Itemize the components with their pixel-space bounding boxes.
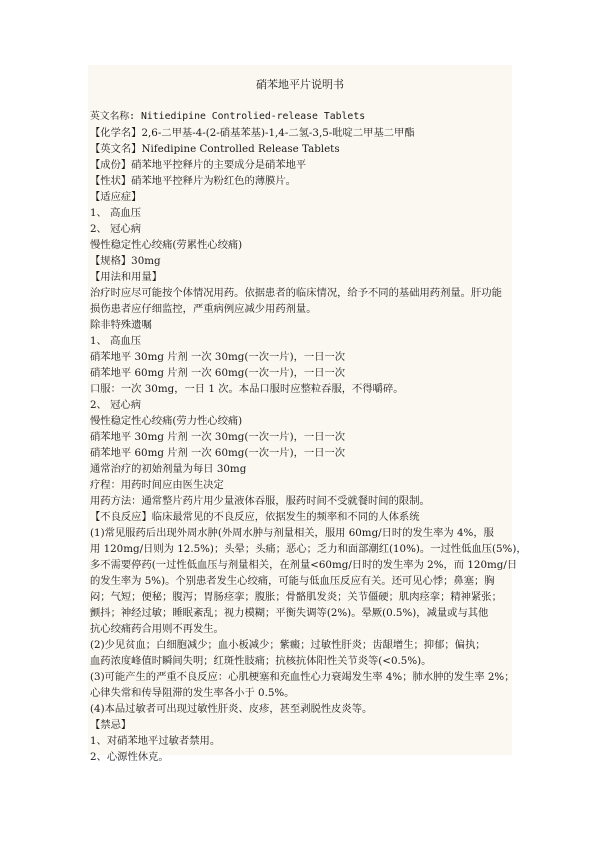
text-line: 通常治疗的初始剂量为每日 30mg: [90, 463, 247, 475]
text-line: 2、 冠心病: [90, 223, 142, 235]
text-line: (4)本品过敏者可出现过敏性肝炎、皮疹，甚至剥脱性皮炎等。: [90, 703, 373, 715]
text-line: 用 120mg/日则为 12.5%)；头晕；头痛；恶心；乏力和面部潮红(10%)。一过性低血压(5%)，: [90, 543, 527, 555]
text-line: 血药浓度峰值时瞬间失明；红斑性肢痛；抗核抗体阳性关节炎等(<0.5%)。: [90, 655, 432, 667]
text-line: 疗程：用药时间应由医生决定: [90, 479, 224, 491]
text-line: 抗心绞痛药合用则不再发生。: [90, 623, 224, 635]
text-line: 口服：一次 30mg，一日 1 次。本品口服时应整粒吞服，不得嚼碎。: [90, 383, 404, 395]
text-line: 【英文名】Nifedipine Controlled Release Tablets: [90, 143, 340, 155]
text-line: 1、 高血压: [90, 335, 142, 347]
section-heading: 【禁忌】: [90, 719, 132, 731]
text-line: 除非特殊遗嘱: [90, 319, 152, 331]
text-line: (3)可能产生的严重不良反应：心肌梗塞和充血性心力衰竭发生率 4%；肺水肿的发生率 2%；: [90, 671, 515, 683]
text-line: 慢性稳定性心绞痛(劳累性心绞痛): [90, 239, 243, 251]
text-line: 心律失常和传导阻滞的发生率各小于 0.5%。: [90, 687, 295, 699]
text-line: 英文名称: Nitiedipine Controlied-release Tablets: [90, 111, 366, 122]
text-line: 硝苯地平 30mg 片剂 一次 30mg(一次一片)，一日一次: [90, 431, 346, 443]
text-line: 1、对硝苯地平过敏者禁用。: [90, 735, 221, 747]
text-line: 【规格】30mg: [90, 255, 161, 267]
text-line: 2、 冠心病: [90, 399, 142, 411]
text-line: (1)常见服药后出现外周水肿(外周水肿与剂量相关，服用 60mg/日时的发生率为 4%，服: [90, 527, 494, 539]
text-line: 的发生率为 5%)。个别患者发生心绞痛，可能与低血压反应有关。还可见心悸；鼻塞；胸: [90, 575, 495, 587]
text-line: 硝苯地平 30mg 片剂 一次 30mg(一次一片)，一日一次: [90, 351, 346, 363]
text-line: 治疗时应尽可能按个体情况用药。依据患者的临床情况，给予不同的基础用药剂量。肝功能: [90, 287, 502, 299]
text-line: 颤抖；神经过敏；睡眠紊乱；视力模糊；平衡失调等(2%)。晕厥(0.5%)，减量或与其他: [90, 607, 489, 619]
section-heading: 【用法和用量】: [90, 271, 163, 283]
text-line: 多不需要停药(一过性低血压与剂量相关，在剂量<60mg/日时的发生率为 2%，而 120mg/日: [90, 559, 518, 571]
text-line: 用药方法：通常整片药片用少量液体吞服，服药时间不受就餐时间的限制。: [90, 495, 430, 507]
document-title: 硝苯地平片说明书: [256, 78, 344, 91]
document-page: [88, 65, 527, 763]
text-line: 硝苯地平 60mg 片剂 一次 60mg(一次一片)，一日一次: [90, 447, 346, 459]
text-line: 损伤患者应仔细监控，严重病例应减少用药剂量。: [90, 303, 317, 315]
text-line: 慢性稳定性心绞痛(劳力性心绞痛): [90, 415, 243, 427]
text-line: 2、心源性休克。: [90, 751, 169, 763]
text-line: (2)少见贫血；白细胞减少；血小板减少；紫癜；过敏性肝炎；齿龈增生；抑郁；偏执；: [90, 639, 486, 651]
text-line: 硝苯地平 60mg 片剂 一次 60mg(一次一片)，一日一次: [90, 367, 346, 379]
text-line: 1、 高血压: [90, 207, 142, 219]
text-line: 【性状】硝苯地平控释片为粉红色的薄膜片。: [90, 175, 296, 187]
section-heading: 【不良反应】临床最常见的不良反应，依据发生的频率和不同的人体系统: [90, 511, 420, 523]
section-heading: 【适应症】: [90, 191, 142, 203]
text-line: 闷；气短；便秘；腹泻；胃肠痉挛；腹胀；骨骼肌发炎；关节僵硬；肌肉痉挛；精神紧张；: [90, 591, 502, 603]
text-line: 【成份】硝苯地平控释片的主要成分是硝苯地平: [90, 159, 307, 171]
text-line: 【化学名】2,6-二甲基-4-(2-硝基苯基)-1,4-二氢-3,5-吡啶二甲基二甲酯: [90, 127, 415, 139]
